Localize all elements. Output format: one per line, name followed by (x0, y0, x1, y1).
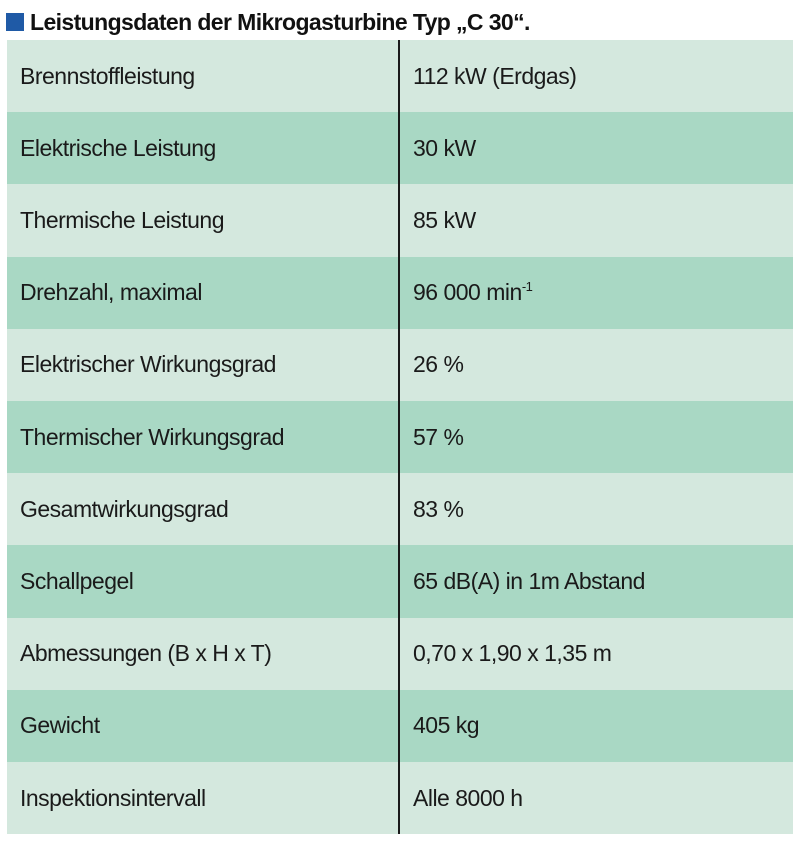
row-value: 30 kW (413, 134, 476, 161)
row-label: Brennstoffleistung (20, 62, 195, 89)
table-row (7, 112, 793, 184)
table-row (7, 690, 793, 762)
value-exponent: -1 (521, 279, 533, 295)
table-row (7, 762, 793, 834)
table-row (7, 401, 793, 473)
value-text: 96 000 min (413, 279, 522, 306)
table-row (7, 40, 793, 112)
specs-table (7, 40, 793, 834)
row-value: 83 % (413, 495, 464, 522)
row-label: Gewicht (20, 712, 100, 739)
row-value: Alle 8000 h (413, 784, 523, 811)
row-label: Schallpegel (20, 567, 134, 594)
row-label: Elektrischer Wirkungsgrad (20, 351, 276, 378)
table-row (7, 545, 793, 617)
row-label: Gesamtwirkungsgrad (20, 495, 229, 522)
row-value: 0,70 x 1,90 x 1,35 m (413, 640, 612, 667)
row-value: 405 kg (413, 712, 480, 739)
caption-text: Leistungsdaten der Mikrogasturbine Typ „C 30“. (30, 8, 530, 35)
row-value: 65 dB(A) in 1m Abstand (413, 567, 645, 594)
row-label: Thermische Leistung (20, 206, 224, 233)
table-row (7, 257, 793, 329)
row-value: 85 kW (413, 206, 476, 233)
table-caption (6, 8, 530, 36)
row-label: Inspektionsintervall (20, 784, 206, 811)
table-row (7, 618, 793, 690)
row-label: Elektrische Leistung (20, 134, 216, 161)
row-label: Thermischer Wirkungsgrad (20, 423, 285, 450)
row-value (413, 279, 532, 306)
row-value: 57 % (413, 423, 464, 450)
column-divider (398, 40, 400, 834)
row-value: 112 kW (Erdgas) (413, 62, 577, 89)
row-label: Abmessungen (B x H x T) (20, 640, 272, 667)
row-label: Drehzahl, maximal (20, 279, 202, 306)
blue-square-icon (6, 13, 24, 31)
table-row (7, 329, 793, 401)
table-row (7, 473, 793, 545)
row-value: 26 % (413, 351, 464, 378)
table-row (7, 184, 793, 256)
